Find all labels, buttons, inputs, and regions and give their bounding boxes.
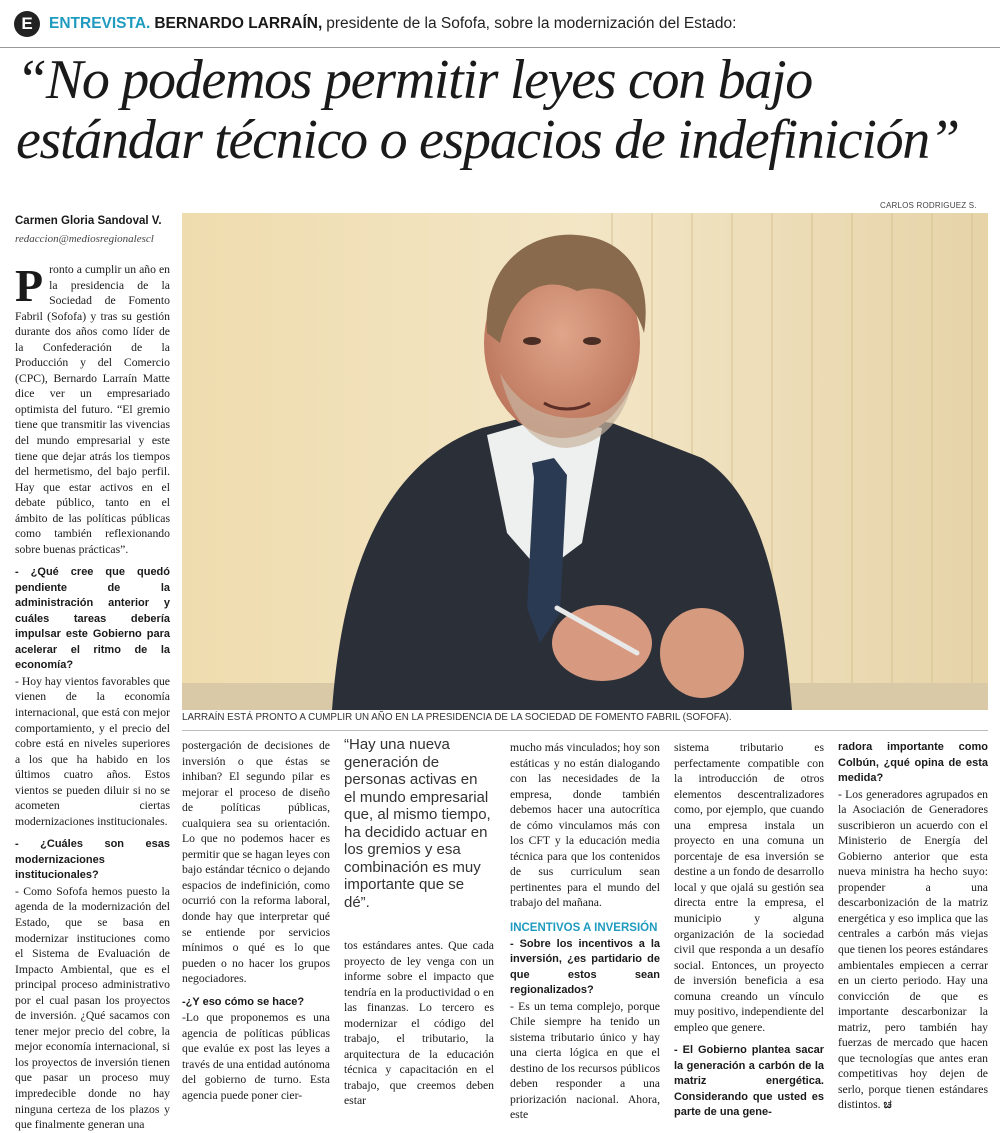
answer-3: -Lo que proponemos es una agencia de políticas públicas que evalúe ex post las leyes a través de una entidad autónoma del gobierno de turno. Esta agencia puede poner cier- xyxy=(182,1011,330,1102)
headline-line-1: “No podemos permitir leyes con bajo xyxy=(16,49,812,111)
column-2-text: postergación de decisiones de inversión o que éstas se inhiban? El segundo pilar es mejorar el proceso de diseño de políticas públicas, cualquiera sea su orientación. Lo que no podemos hacer es permitir que se hagan leyes con bajo estándar técnico o dejando espacios de indefinición, como ocurrió con la reforma laboral, donde hay que interpretar qué se entiende por servicios mínimos o qué es lo que pueden o no hacer los grupos negociadores. xyxy=(182,739,330,986)
intro-paragraph xyxy=(15,262,170,557)
byline-author: Carmen Gloria Sandoval V. xyxy=(15,215,162,227)
answer-1: - Hoy hay vientos favorables que vienen de la economía internacional, que está con mejor comportamiento, y el precio del cobre está en niveles superiores a los que ha habido en los últimos cuatro años. Estos vientos se pueden diluir si no se acometen ciertas modernizaciones institucionales. xyxy=(15,674,170,828)
end-mark-icon: ಚ xyxy=(883,1097,892,1112)
column-5-text: sistema tributario es perfectamente compatible con la introducción de otros elementos descentralizadores como, por ejemplo, que cuando una empresa instala un proyecto en una comuna un porcentaje de esa inversión se destine a un fondo de desarrollo local y que ojalá su gestión sea directa entre la empresa, el municipio y alguna organización de la sociedad civil que responda a un desafío social. Entonces, un proyecto de inversión beneficia a esa comuna creando un vínculo muy positivo, independiente del empleo que genere. xyxy=(674,741,824,1034)
headline xyxy=(16,50,991,170)
top-rule xyxy=(0,47,1000,48)
question-1: - ¿Qué cree que quedó pendiente de la administración anterior y cuáles tareas debería impulsar este Gobierno para acelerar el ritmo de la economía? xyxy=(15,566,170,672)
headline-line-2: estándar técnico o espacios de indefinición” xyxy=(16,109,959,171)
question-5-continued: radora importante como Colbún, ¿qué opina de esta medida? xyxy=(838,741,988,784)
question-2: - ¿Cuáles son esas modernizaciones institucionales? xyxy=(15,838,170,882)
pull-quote: “Hay una nueva generación de personas activas en el mundo empresarial que, al mismo tiempo, ha decidido actuar en los gremios y esa combinación es muy importante que se dé”. xyxy=(344,736,491,911)
column-4 xyxy=(510,740,660,1122)
column-4-text: mucho más vinculados; hoy son estáticas y no están dialogando con las necesidades de la empresa, donde también debemos hacer una autocrítica de cómo vinculamos más con los CFT y la educación media técnica para que los contenidos de sus curriculum sean pertinentes para el mundo del trabajo del mañana. xyxy=(510,741,660,910)
photo-credit: CARLOS RODRIGUEZ S. xyxy=(880,201,977,210)
dropcap: P xyxy=(15,260,44,311)
column-5 xyxy=(674,740,824,1119)
portrait-illustration xyxy=(182,213,988,710)
section-subhead: INCENTIVOS A INVERSIÓN xyxy=(510,922,658,935)
question-5: - El Gobierno plantea sacar la generación a carbón de la matriz energética. Considerando que usted es parte de una gene- xyxy=(674,1044,824,1119)
caption-rule xyxy=(182,730,988,731)
column-2 xyxy=(182,738,330,1102)
answer-5 xyxy=(838,787,988,1113)
answer-5-text: - Los generadores agrupados en la Asociación de Generadores suscribieron un acuerdo con el Ministerio de Energía del Gobierno anterior que esta nueva ministra ha hecho suyo: propender a una descarbonización de la matriz energética y eso implica que las centrales a carbón más viejas que tienen los peores estándares ambientales empiecen a cerrar en un cierto periodo. Hay una convicción de que es importante descarbonizar la matriz, pero también hay fuerzas de mercado que hacen que tecnologías que antes eran competitivas hoy dejen de serlo, porque tienen estándares distintos. xyxy=(838,787,988,1112)
kicker-name: BERNARDO LARRAÍN, xyxy=(154,15,323,32)
kicker xyxy=(14,10,736,38)
byline-email: redaccion@mediosregionalescl xyxy=(15,233,154,245)
photo-caption: LARRAÍN ESTÁ PRONTO A CUMPLIR UN AÑO EN LA PRESIDENCIA DE LA SOCIEDAD DE FOMENTO FABRIL (SOFOFA). xyxy=(182,712,732,723)
answer-4: - Es un tema complejo, porque Chile siempre ha tenido un sistema tributario único y hay una cierta lógica en que el destino de los recursos públicos deben responder a una priorización nacional. Ahora, este xyxy=(510,999,660,1122)
column-3-text: tos estándares antes. Que cada proyecto de ley venga con un informe sobre el impacto que tendría en la productividad o en las finanzas. Lo tercero es modernizar el código del trabajo, el tributario, la arquitectura de la educación técnica y capacitación en el trabajo, que creemos deben estar xyxy=(344,939,494,1108)
question-4: - Sobre los incentivos a la inversión, ¿es partidario de que estos sean regionalizados? xyxy=(510,937,660,997)
column-3 xyxy=(344,938,494,1108)
interview-photo xyxy=(182,213,988,710)
column-1 xyxy=(15,260,170,1132)
kicker-description: presidente de la Sofofa, sobre la modernización del Estado: xyxy=(326,15,737,32)
column-6 xyxy=(838,740,988,1112)
kicker-section: ENTREVISTA. xyxy=(49,15,151,32)
section-badge: E xyxy=(14,11,40,37)
intro-text: ronto a cumplir un año en la presidencia de la Sociedad de Fomento Fabril (Sofofa) y tras su gestión durante dos años como líder de la Confederación de la Producción y del Comercio (CPC), Bernardo Larraín Matte dice ver un empresariado optimista del futuro. “El gremio tiene que transmitir las vivencias del mundo empresarial y este tiene que dejar atrás los tiempos del hermetismo, del bajo perfil. Hay que estar activos en el debate público, tanto en el ámbito de las políticas públicas como también reflexionando sobre buenas prácticas”. xyxy=(15,263,170,556)
answer-2: - Como Sofofa hemos puesto la agenda de la modernización del Estado, que se basa en modernizar instituciones como el Sistema de Evaluación de Impacto Ambiental, que es el principal proceso administrativo por el cual pasan los proyectos de inversión. ¿Qué sacamos con tener mejor precio del cobre, la mejor economía internacional, si los proyectos de inversión tienen que pasar un proceso muy impredecible donde no hay ninguna certeza de los plazos y que finalmente generan una xyxy=(15,884,170,1132)
question-3: -¿Y eso cómo se hace? xyxy=(182,995,305,1008)
